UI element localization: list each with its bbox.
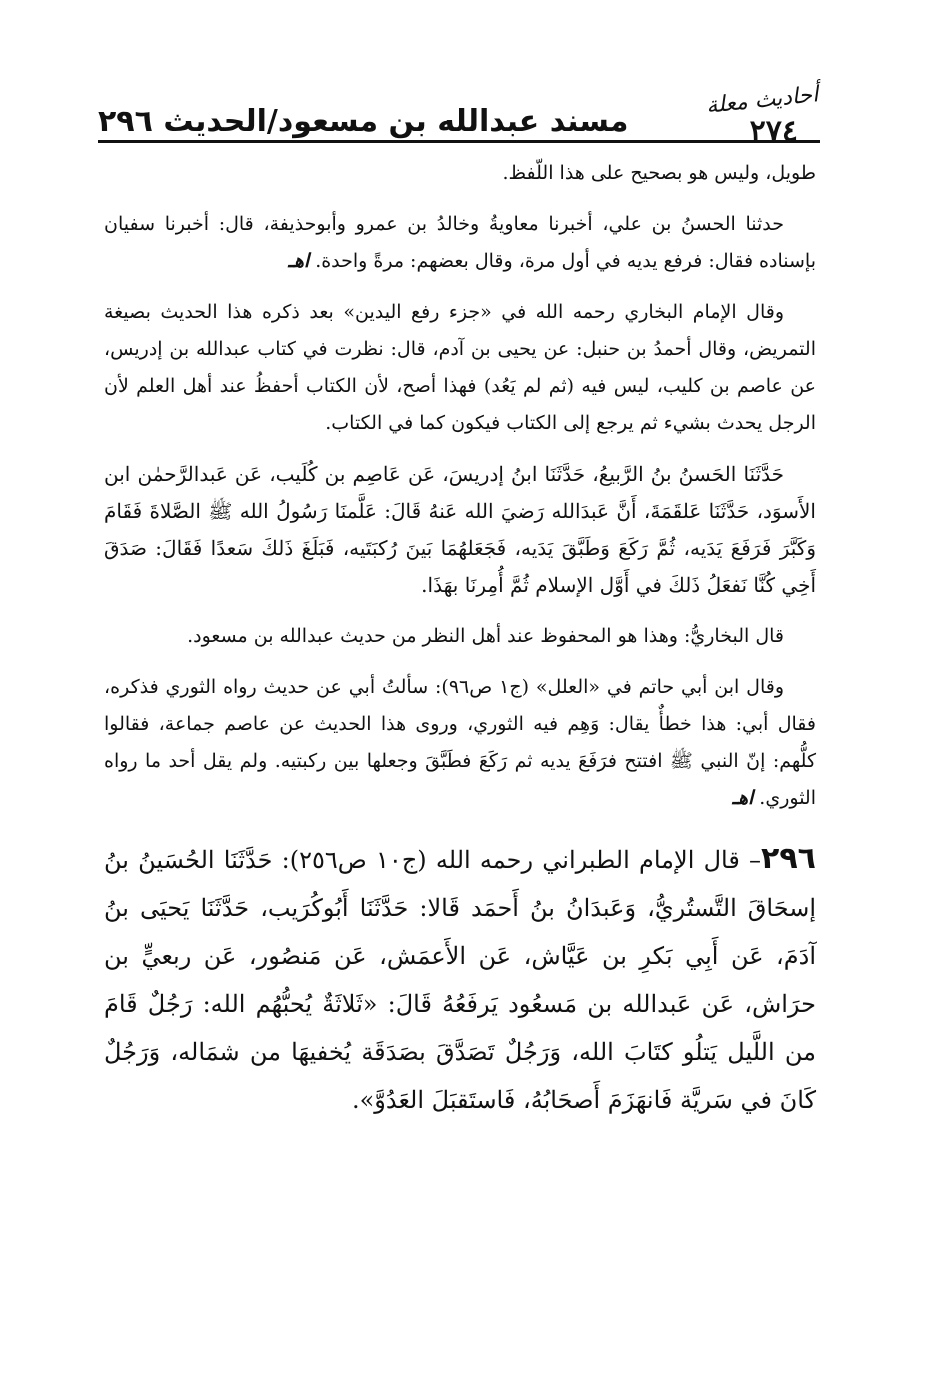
end-mark: اهـ — [288, 250, 310, 272]
paragraph-6 — [104, 669, 816, 817]
paragraph-3: وقال الإمام البخاري رحمه الله في «جزء رفع اليدين» بعد ذكره هذا الحديث بصيغة التمريض، وقال أحمدُ بن حنبل: عن يحيى بن آدم، قال: نظرت في كتاب عبدالله بن إدريس، عن عاصم بن كليب، ليس فيه (ثم لم يَعُد) فهذا أصح، لأن الكتاب أحفظُ عند أهل العلم لأن الرجل يحدث بشيء ثم يرجع إلى الكتاب فيكون كما في الكتاب. — [104, 301, 816, 434]
book-name: أحاديث معلة — [704, 82, 819, 119]
hadith-296 — [104, 835, 816, 1124]
paragraph-1: طويل، وليس هو بصحيح على هذا اللّفظ. — [502, 162, 816, 184]
paragraph-4: حَدَّثَنَا الحَسنُ بنُ الرَّبيعُ، حَدَّثَنَا ابنُ إدريسَ، عَن عَاصِم بن كُلَيب، عَن عَبدالرَّحمٰن ابن الأَسوَد، حَدَّثَنَا عَلقَمَةَ، أَنَّ عَبدَالله رَضيَ الله عَنهُ قَالَ: عَلَّمنَا رَسُولُ الله ﷺ الصَّلاةَ فَقَامَ وَكَبَّرَ فَرَفَعَ يَدَيه، ثُمَّ رَكَعَ وَطَبَّقَ يَدَيه، فَجَعَلهُمَا بَينَ رُكبَتَيه، فَبَلَغَ ذَلكَ سَعدًا فَقَالَ: صَدَقَ أَخِي كُنَّا نَفعَلُ ذَلكَ في أَوَّل الإسلام ثُمَّ أُمِرنَا بهَذَا. — [104, 462, 816, 597]
hadith-number: ٢٩٦ — [761, 841, 816, 876]
end-mark: اهـ — [732, 787, 754, 809]
paragraph-6-text: وقال ابن أبي حاتم في «العلل» (ج١ ص٩٦): سألتُ أبي عن حديث رواه الثوري فذكره، فقال أبي: هذا خطأٌ يقال: وَهِم فيه الثوري، وروى هذا الحديث عن عاصم جماعة، فقالوا كلُّهم: إنّ النبي ﷺ افتتح فرَفَعَ يديه ثم رَكَعَ فطَبَّقَ وجعلها بين ركبتيه. ولم يقل أحد ما رواه الثوري. — [104, 676, 816, 809]
paragraph-2-text: حدثنا الحسنُ بن علي، أخبرنا معاويةُ وخالدُ بن عمرو وأبوحذيفة، قال: أخبرنا سفيان بإسناده فقال: فرفع يديه في أول مرة، وقال بعضهم: مرةً واحدة. — [104, 213, 816, 272]
running-title: مسند عبدالله بن مسعود/الحديث ٢٩٦ — [98, 104, 629, 139]
paragraph-2 — [104, 206, 816, 280]
hadith-296-text: – قال الإمام الطبراني رحمه الله (ج١٠ ص٢٥٦): حَدَّثَنَا الحُسَينُ بنُ إسحَاقَ التَّستُريُّ، وَعَبدَانُ بنُ أَحمَد قَالا: حَدَّثَنَا أَبُوكُرَيب، حَدَّثَنَا يَحيَى بنُ آدَمَ، عَن أَبِي بَكرِ بن عَيَّاش، عَن الأَعمَش، عَن مَنصُور، عَن ربعيٍّ بن حرَاش، عَن عَبدالله بن مَسعُود يَرفَعُهُ قَالَ: «ثَلاثَةٌ يُحبُّهُم الله: رَجُلٌ قَامَ من اللَّيل يَتلُو كتَابَ الله، وَرَجُلٌ تَصَدَّقَ بصَدَقَة يُخفيهَا من شمَاله، وَرَجُلٌ كَانَ في سَريَّة فَانهَزَمَ أَصحَابُهُ، فَاستَقبَلَ العَدُوَّ». — [104, 846, 816, 1114]
page-number: ٢٧٤ — [749, 114, 798, 149]
page-body — [104, 155, 816, 1138]
header-rule — [98, 140, 820, 143]
paragraph-5: قال البخاريُّ: وهذا هو المحفوظ عند أهل النظر من حديث عبدالله بن مسعود. — [187, 625, 784, 647]
